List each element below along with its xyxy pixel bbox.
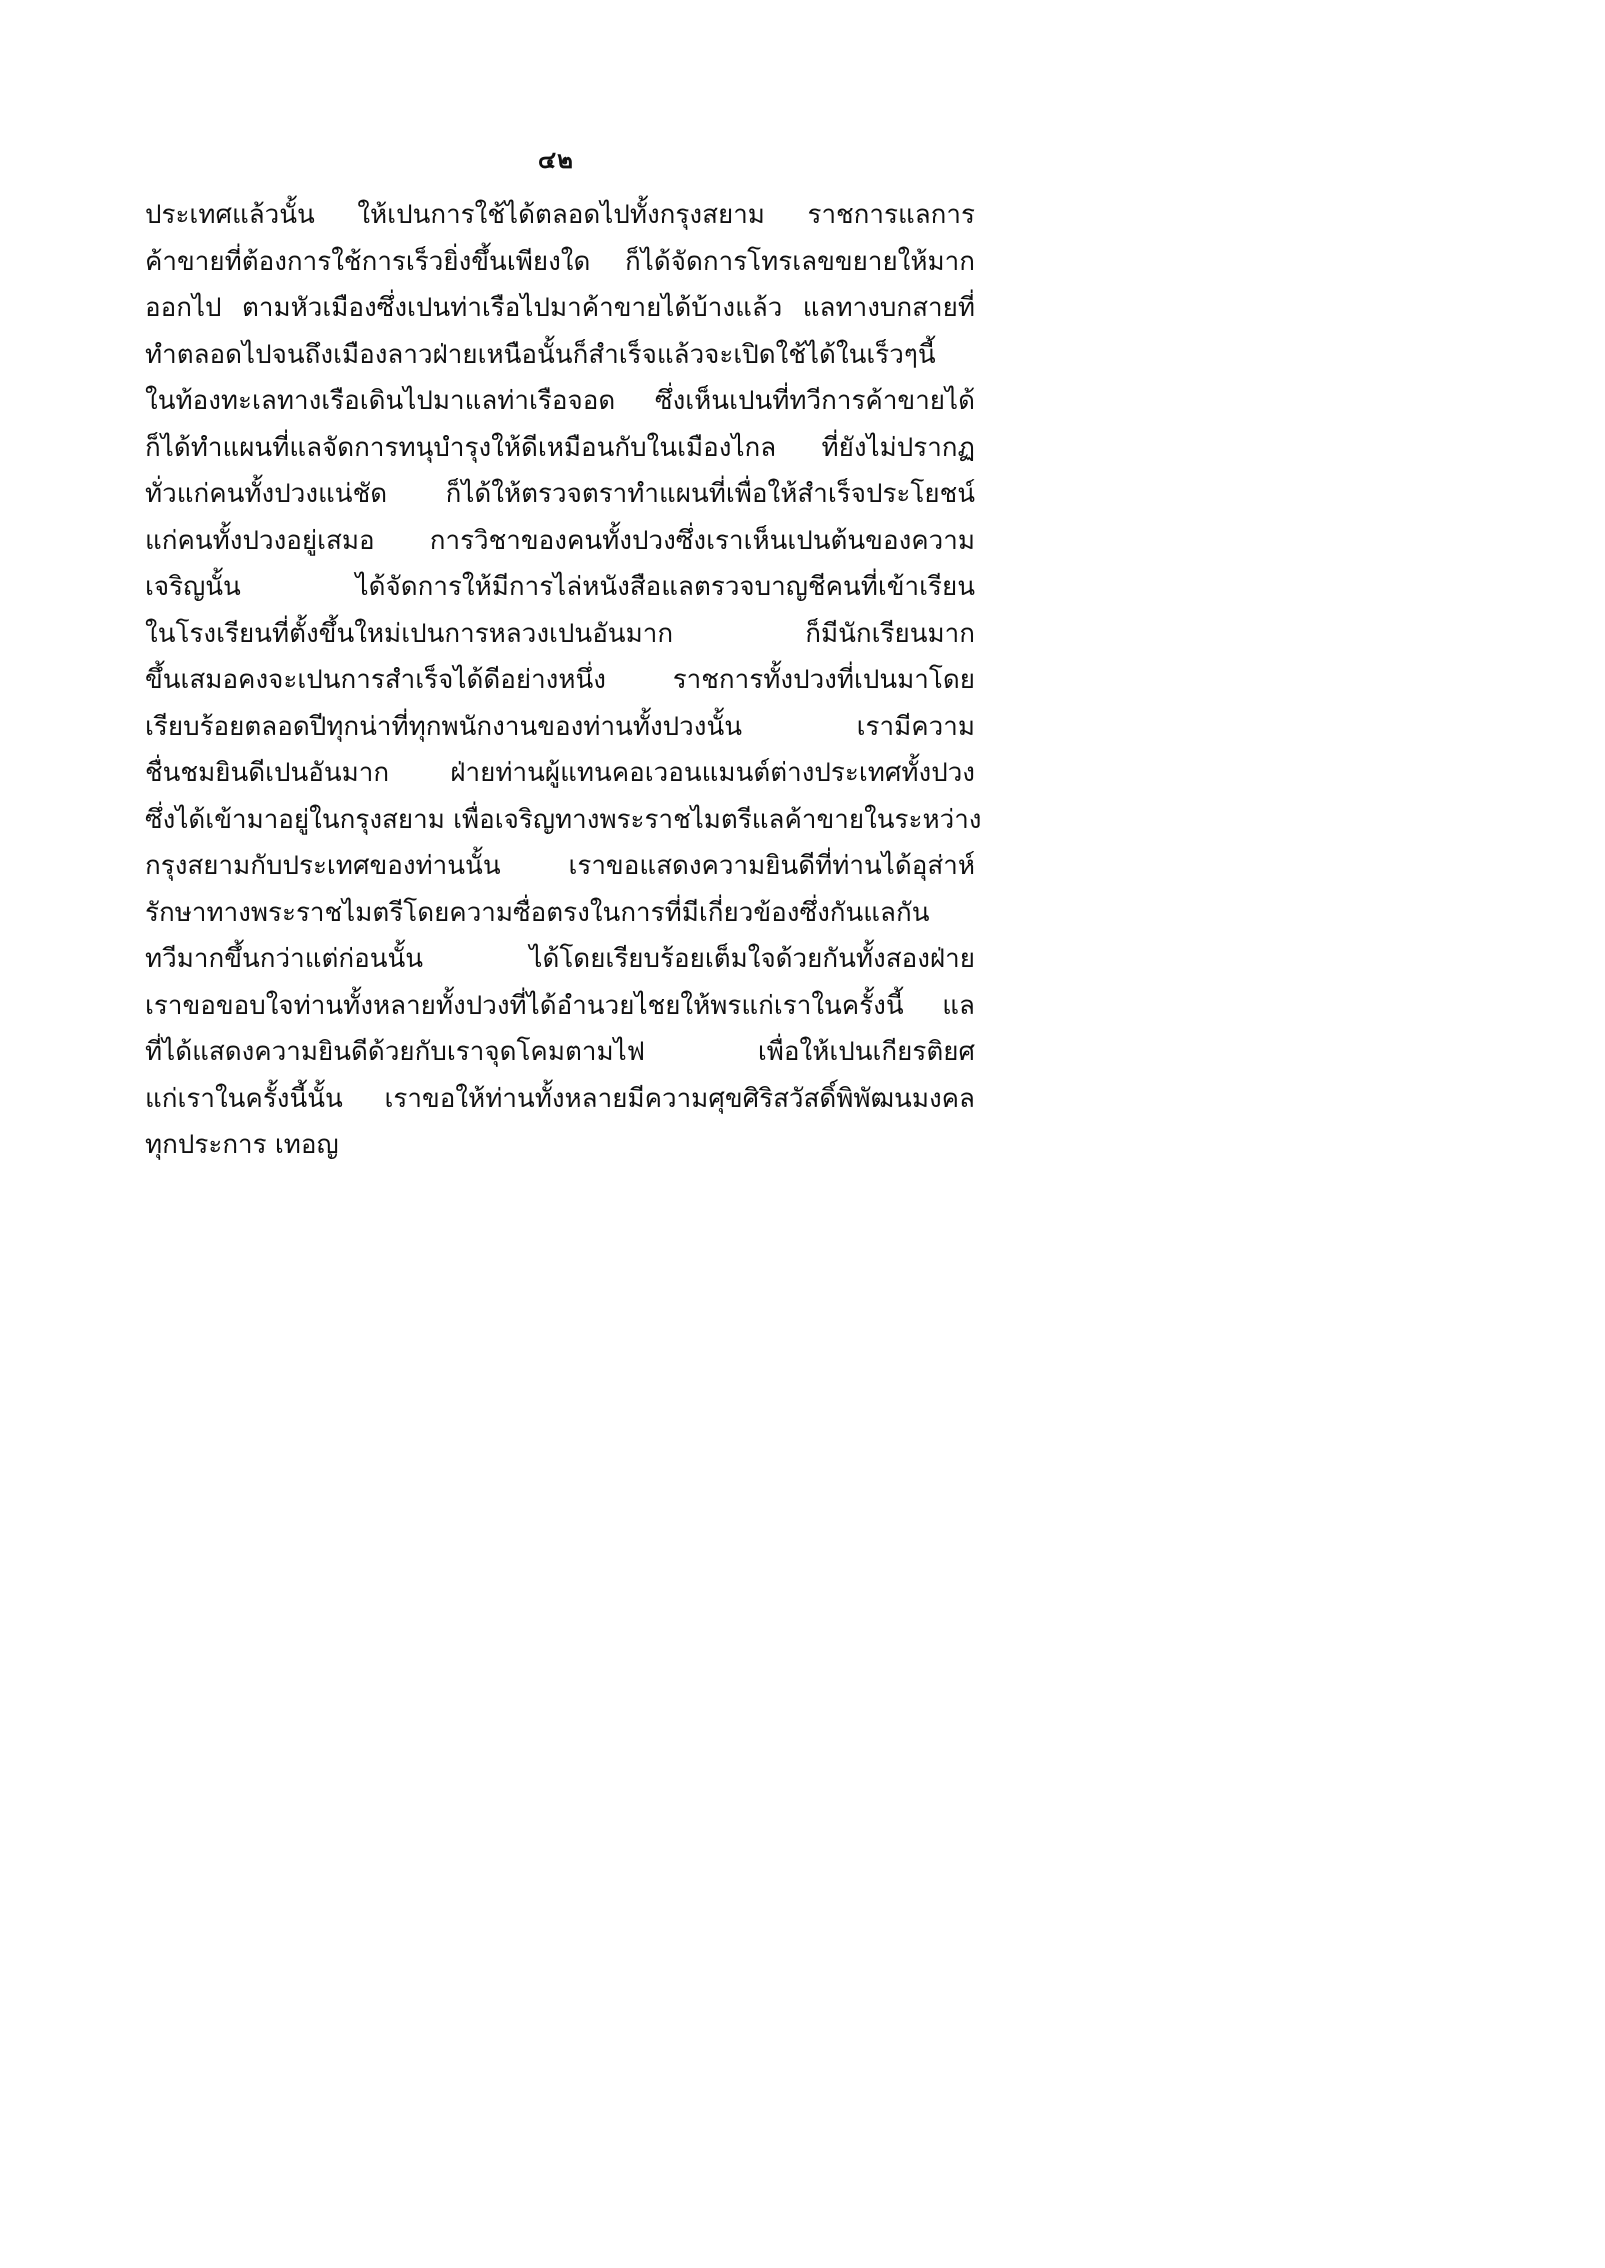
text-line: ค้าขายที่ต้องการใช้การเร็วยิ่งขึ้นเพียงใด ก็ได้จัดการโทรเลขขยายให้มาก (145, 246, 975, 277)
body-text (145, 192, 982, 1169)
text-line: กรุงสยามกับประเทศของท่านนั้น เราขอแสดงความยินดีที่ท่านได้อุส่าห์ (145, 851, 975, 881)
text-line: ชื่นชมยินดีเปนอันมาก ฝ่ายท่านผู้แทนคอเวอนแมนต์ต่างประเทศทั้งปวง (145, 758, 975, 788)
text-line: ประเทศแล้วนั้น ให้เปนการใช้ได้ตลอดไปทั้งกรุงสยาม ราชการแลการ (145, 200, 975, 230)
text-line: เจริญนั้น ได้จัดการให้มีการไล่หนังสือแลตรวจบาญชีคนที่เข้าเรียน (145, 572, 975, 602)
text-line: เรียบร้อยตลอดปีทุกน่าที่ทุกพนักงานของท่านทั้งปวงนั้น เรามีความ (145, 711, 975, 742)
text-line: ในโรงเรียนที่ตั้งขึ้นใหม่เปนการหลวงเปนอันมาก ก็มีนักเรียนมาก (145, 618, 975, 649)
text-line: ทวีมากขึ้นกว่าแต่ก่อนนั้น ได้โดยเรียบร้อยเต็มใจด้วยกันทั้งสองฝ่าย (145, 944, 975, 974)
text-line: รักษาทางพระราชไมตรีโดยความซื่อตรงในการที่มีเกี่ยวข้องซึ่งกันแลกัน (145, 897, 930, 928)
text-line: ออกไป ตามหัวเมืองซึ่งเปนท่าเรือไปมาค้าขายได้บ้างแล้ว แลทางบกสายที่ (145, 293, 975, 323)
text-line: ที่ได้แสดงความยินดีด้วยกับเราจุดโคมตามไฟ เพื่อให้เปนเกียรติยศ (145, 1037, 975, 1067)
text-line-last: ทุกประการ เทอญ (145, 1130, 339, 1160)
text-line: ซึ่งได้เข้ามาอยู่ในกรุงสยาม เพื่อเจริญทางพระราชไมตรีแลค้าขายในระหว่าง (145, 804, 982, 835)
text-line: ก็ได้ทำแผนที่แลจัดการทนุบำรุงให้ดีเหมือนกับในเมืองไกล ที่ยังไม่ปรากฏ (145, 432, 975, 463)
text-line: ทำตลอดไปจนถึงเมืองลาวฝ่ายเหนือนั้นก็สำเร็จแล้วจะเปิดใช้ได้ในเร็วๆนี้ (145, 339, 936, 370)
text-line: แก่คนทั้งปวงอยู่เสมอ การวิชาของคนทั้งปวงซึ่งเราเห็นเปนต้นของความ (145, 525, 975, 556)
page-number: ๔๒ (538, 146, 574, 174)
document-page (0, 0, 1112, 1573)
text-line: ขึ้นเสมอคงจะเปนการสำเร็จได้ดีอย่างหนึ่ง ราชการทั้งปวงที่เปนมาโดย (145, 665, 975, 695)
text-line: เราขอขอบใจท่านทั้งหลายทั้งปวงที่ได้อำนวยไชยให้พรแก่เราในครั้งนี้ แล (145, 990, 975, 1021)
text-line: แก่เราในครั้งนี้นั้น เราขอให้ท่านทั้งหลายมีความศุขศิริสวัสดิ์พิพัฒนมงคล (145, 1083, 975, 1114)
text-line: ในท้องทะเลทางเรือเดินไปมาแลท่าเรือจอด ซึ่งเห็นเปนที่ทวีการค้าขายได้ (145, 386, 975, 416)
text-line: ทั่วแก่คนทั้งปวงแน่ชัด ก็ได้ให้ตรวจตราทำแผนที่เพื่อให้สำเร็จประโยชน์ (145, 479, 975, 509)
